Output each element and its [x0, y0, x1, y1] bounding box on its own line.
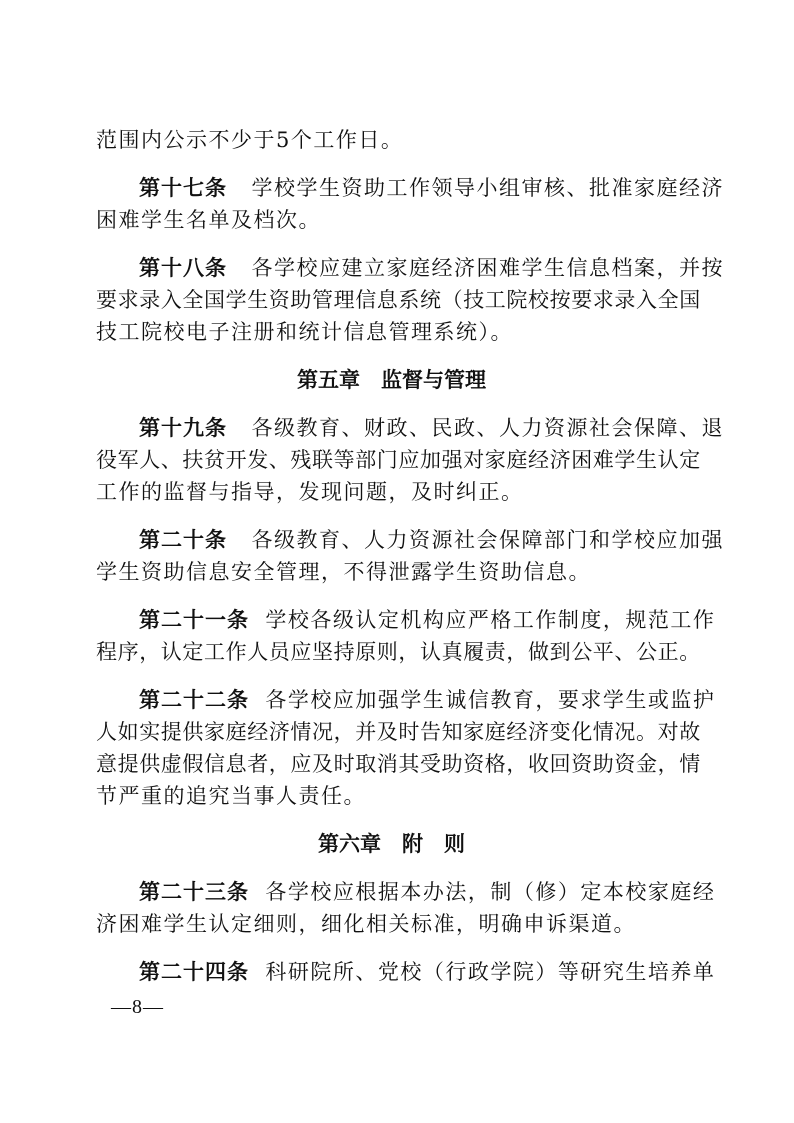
chapter-heading: 第六章 附 则 [318, 832, 465, 856]
text-line: 意提供虚假信息者，应及时取消其受助资格，收回资助资金，情 [96, 752, 701, 776]
article-text: 各级教育、财政、民政、人力资源社会保障、退 [251, 416, 725, 440]
article-label: 第十七条 [139, 176, 227, 200]
chapter-heading: 第五章 监督与管理 [297, 368, 486, 392]
article-17-line-1 [139, 173, 724, 203]
article-text: 各学校应加强学生诚信教育，要求学生或监护 [265, 688, 716, 712]
article-text: 各学校应建立家庭经济困难学生信息档案，并按 [251, 256, 725, 280]
article-text: 各学校应根据本办法，制（修）定本校家庭经 [265, 880, 716, 904]
article-text: 科研院所、党校（行政学院）等研究生培养单 [265, 960, 716, 984]
text-line: 济困难学生认定细则，细化相关标准，明确申诉渠道。 [96, 912, 636, 936]
text-line: 程序，认定工作人员应坚持原则，认真履责，做到公平、公正。 [96, 640, 701, 664]
article-23-line-1 [139, 877, 715, 907]
article-21-line-1 [139, 605, 715, 635]
article-text: 各级教育、人力资源社会保障部门和学校应加强 [251, 528, 725, 552]
text-line: 范围内公示不少于5个工作日。 [96, 128, 404, 152]
text-line: 人如实提供家庭经济情况，并及时告知家庭经济变化情况。对故 [96, 720, 701, 744]
article-label: 第十八条 [139, 256, 227, 280]
text-line: 学生资助信息安全管理，不得泄露学生资助信息。 [96, 560, 591, 584]
article-24-line-1 [139, 957, 715, 987]
article-label: 第二十三条 [139, 880, 249, 904]
article-22-line-1 [139, 685, 715, 715]
article-19-line-1 [139, 413, 724, 443]
text-line: 役军人、扶贫开发、残联等部门应加强对家庭经济困难学生认定 [96, 448, 701, 472]
article-text: 学校学生资助工作领导小组审核、批准家庭经济 [251, 176, 725, 200]
article-18-line-1 [139, 253, 724, 283]
article-label: 第二十条 [139, 528, 227, 552]
article-20-line-1 [139, 525, 724, 555]
page-number: —8— [111, 996, 164, 1018]
article-label: 第二十四条 [139, 960, 249, 984]
article-text: 学校各级认定机构应严格工作制度，规范工作 [265, 608, 716, 632]
article-label: 第二十二条 [139, 688, 249, 712]
text-line: 困难学生名单及档次。 [96, 208, 321, 232]
text-line: 工作的监督与指导，发现问题，及时纠正。 [96, 480, 524, 504]
text-line: 技工院校电子注册和统计信息管理系统）。 [96, 320, 513, 344]
article-label: 第二十一条 [139, 608, 249, 632]
text-line: 节严重的追究当事人责任。 [96, 784, 366, 808]
text-line: 要求录入全国学生资助管理信息系统（技工院校按要求录入全国 [96, 288, 701, 312]
article-label: 第十九条 [139, 416, 227, 440]
